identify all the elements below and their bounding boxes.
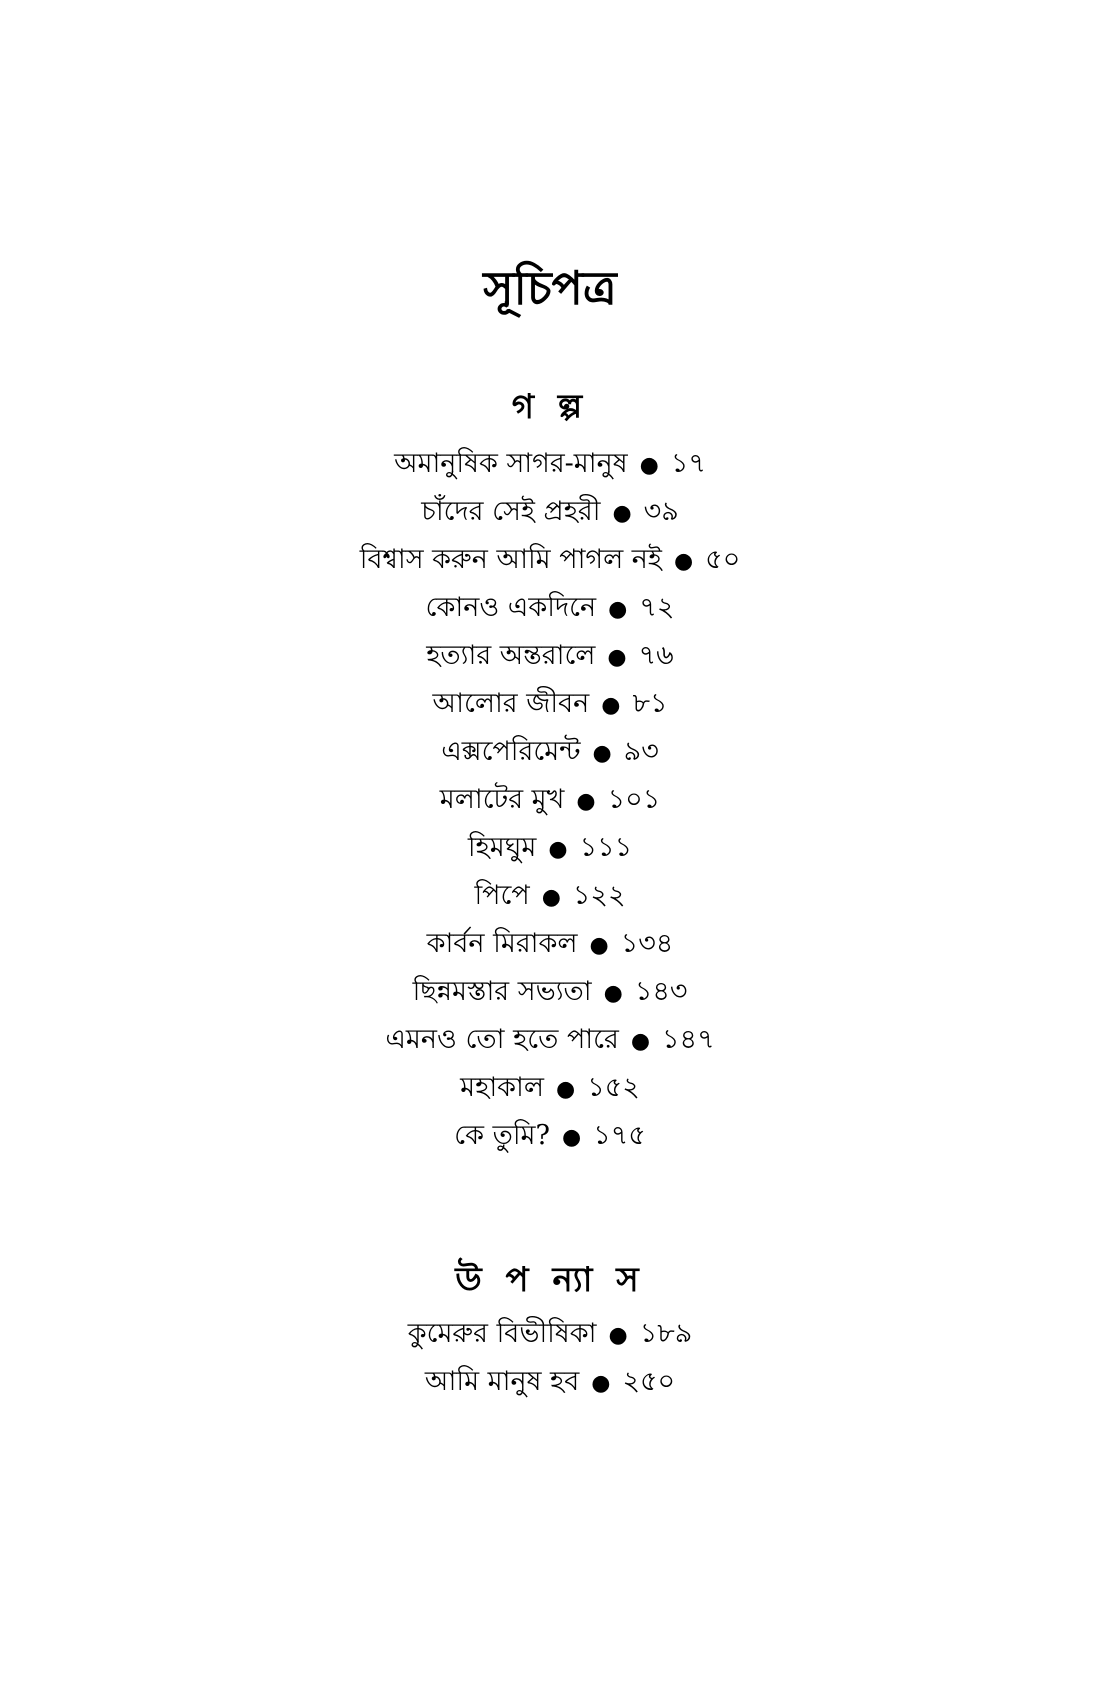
page-title: সূচিপত্র — [483, 261, 617, 315]
toc-entry[interactable] — [0, 1112, 1100, 1160]
entry-page-number: ১৭ — [670, 448, 706, 479]
bullet-separator: ● — [601, 693, 621, 718]
entry-title: মহাকাল — [460, 1072, 545, 1103]
bullet-separator: ● — [639, 453, 659, 478]
novels-list — [0, 1310, 1100, 1406]
toc-entry[interactable] — [0, 584, 1100, 632]
bullet-separator: ● — [562, 1125, 582, 1150]
entry-page-number: ১০১ — [607, 784, 661, 815]
bullet-separator: ● — [607, 645, 627, 670]
bullet-separator: ● — [608, 597, 628, 622]
entry-title: পিপে — [474, 880, 530, 911]
toc-entry[interactable] — [0, 1064, 1100, 1112]
entry-title: মলাটের মুখ — [439, 784, 565, 815]
toc-entry[interactable] — [0, 440, 1100, 488]
bullet-separator: ● — [589, 933, 609, 958]
entry-title: এমনও তো হতে পারে — [385, 1024, 619, 1055]
stories-list — [0, 440, 1100, 1160]
entry-title: আলোর জীবন — [432, 688, 590, 719]
entry-page-number: ১৪৭ — [662, 1024, 715, 1055]
bullet-separator: ● — [592, 741, 612, 766]
toc-entry[interactable] — [0, 776, 1100, 824]
toc-entry[interactable] — [0, 632, 1100, 680]
entry-page-number: ৩৯ — [643, 496, 679, 527]
entry-page-number: ১৩৪ — [620, 928, 674, 959]
toc-entry[interactable] — [0, 1358, 1100, 1406]
toc-entry[interactable] — [0, 968, 1100, 1016]
entry-title: ছিন্নমস্তার সভ্যতা — [412, 976, 592, 1007]
bullet-separator: ● — [603, 981, 623, 1006]
entry-title: কুমেরুর বিভীষিকা — [407, 1318, 597, 1349]
entry-title: হত্যার অন্তরালে — [426, 640, 596, 671]
bullet-separator: ● — [548, 837, 568, 862]
entry-title: অমানুষিক সাগর-মানুষ — [394, 448, 628, 479]
section-heading-stories: গ ল্প — [511, 387, 589, 427]
toc-entry[interactable] — [0, 536, 1100, 584]
bullet-separator: ● — [556, 1077, 576, 1102]
entry-title: বিশ্বাস করুন আমি পাগল নই — [359, 544, 662, 575]
entry-title: কার্বন মিরাকল — [426, 928, 578, 959]
toc-entry[interactable] — [0, 1310, 1100, 1358]
bullet-separator: ● — [612, 501, 632, 526]
toc-entry[interactable] — [0, 920, 1100, 968]
entry-title: এক্সপেরিমেন্ট — [441, 736, 581, 767]
entry-title: চাঁদের সেই প্রহরী — [421, 496, 601, 527]
entry-page-number: ৭২ — [639, 592, 675, 623]
section-heading-novels: উ প ন্যা স — [455, 1260, 645, 1300]
bullet-separator: ● — [576, 789, 596, 814]
entry-page-number: ৫০ — [705, 544, 741, 575]
entry-page-number: ১৮৯ — [639, 1318, 693, 1349]
toc-entry[interactable] — [0, 872, 1100, 920]
toc-entry[interactable] — [0, 488, 1100, 536]
bullet-separator: ● — [591, 1371, 611, 1396]
toc-entry[interactable] — [0, 824, 1100, 872]
entry-title: কে তুমি? — [454, 1120, 551, 1151]
bullet-separator: ● — [608, 1323, 628, 1348]
entry-page-number: ১৫২ — [587, 1072, 640, 1103]
entry-page-number: ১৪৩ — [634, 976, 688, 1007]
entry-title: আমি মানুষ হব — [424, 1366, 580, 1397]
bullet-separator: ● — [630, 1029, 651, 1054]
bullet-separator: ● — [541, 885, 561, 910]
entry-page-number: ৯৩ — [623, 736, 659, 767]
entry-page-number: ১৭৫ — [593, 1120, 646, 1151]
entry-page-number: ১১১ — [579, 832, 633, 863]
entry-page-number: ৭৬ — [638, 640, 674, 671]
entry-page-number: ২৫০ — [622, 1366, 676, 1397]
bullet-separator: ● — [673, 549, 694, 574]
toc-entry[interactable] — [0, 680, 1100, 728]
toc-entry[interactable] — [0, 728, 1100, 776]
entry-title: হিমঘুম — [467, 832, 537, 863]
entry-page-number: ১২২ — [572, 880, 626, 911]
toc-entry[interactable] — [0, 1016, 1100, 1064]
entry-page-number: ৮১ — [632, 688, 668, 719]
entry-title: কোনও একদিনে — [425, 592, 597, 623]
